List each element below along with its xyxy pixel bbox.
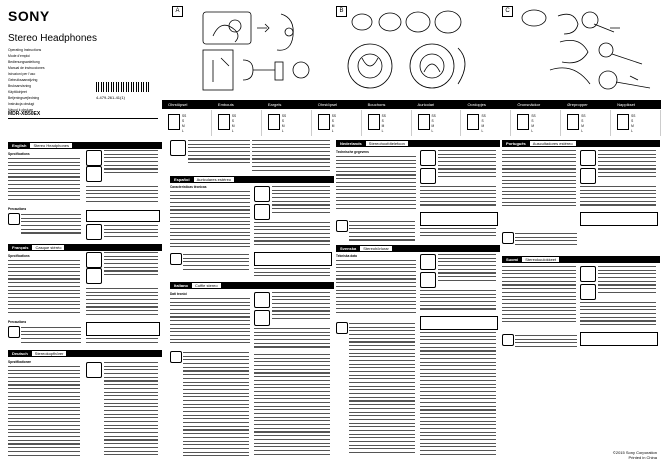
body-text: [104, 225, 158, 243]
caution-icon: [336, 322, 348, 334]
size-list: SS S M L: [231, 114, 237, 133]
body-text: [86, 186, 158, 208]
body-text: [254, 222, 330, 248]
language-item: Gebruiksaanwijzing: [8, 78, 38, 82]
body-text: [272, 292, 330, 322]
size-header-cell: Eargels: [267, 102, 282, 107]
body-text: [8, 366, 80, 460]
body-text: [420, 290, 496, 312]
warning-icon: [580, 266, 596, 282]
body-text: [515, 233, 577, 249]
body-text: [438, 254, 496, 284]
body-text: [183, 254, 249, 274]
brand-logo: SONY: [8, 8, 50, 24]
product-title: Stereo Headphones: [8, 33, 97, 44]
size-checkbox: [617, 114, 629, 130]
model-number: MDR-XB50EX: [8, 111, 41, 117]
illustration-panel-a: [185, 8, 325, 100]
section-header-english: English Stereo Headphones: [8, 142, 162, 149]
heading-spezifikationen: Spezifikationen: [8, 360, 32, 364]
warning-icon: [420, 254, 436, 270]
section-header-deutsch: Deutsch Stereokopfhörer: [8, 350, 162, 357]
size-cell: [461, 110, 511, 136]
illustration-panel-b: [340, 8, 490, 100]
language-item: Bruksanvisning: [8, 84, 31, 88]
earbud-icon: [420, 168, 436, 184]
warning-icon: [86, 150, 102, 166]
size-checkbox: [318, 114, 330, 130]
body-text: [170, 298, 250, 348]
panel-label-a: A: [172, 6, 183, 17]
heading-specifications: Specifications: [8, 152, 30, 156]
body-text: [336, 260, 416, 318]
body-text: [183, 352, 249, 460]
size-checkbox: [418, 114, 430, 130]
language-list: [8, 47, 88, 113]
note-box: [420, 316, 498, 330]
caution-icon: [502, 334, 514, 346]
size-cell: [312, 110, 362, 136]
note-box: [580, 332, 658, 346]
section-header-francais: Français Casque stéréo: [8, 244, 162, 251]
body-text: [502, 150, 576, 210]
warning-icon: [420, 150, 436, 166]
body-text: [272, 186, 330, 216]
caution-icon: [8, 326, 20, 338]
body-text: [104, 252, 158, 282]
size-checkbox: [517, 114, 529, 130]
panel-label-c: C: [502, 6, 513, 17]
caution-icon: [502, 232, 514, 244]
size-checkbox: [218, 114, 230, 130]
heading-technische: Technische gegevens: [336, 150, 369, 154]
body-text: [8, 158, 80, 204]
language-item: Betjeningsvejledning: [8, 96, 40, 100]
divider: [8, 118, 158, 119]
body-text: [170, 191, 250, 251]
caution-icon: [8, 213, 20, 225]
body-text: [86, 288, 158, 318]
earbud-icon: [254, 204, 270, 220]
size-checkbox: [368, 114, 380, 130]
size-header-cell: Oordopjes: [467, 102, 486, 107]
body-text: [515, 335, 577, 351]
size-cell: [212, 110, 262, 136]
note-box: [420, 212, 498, 226]
barcode: [96, 82, 150, 92]
earbud-icon: [86, 166, 102, 182]
warning-icon: [254, 186, 270, 202]
size-header-cell: Öronsnäckor: [517, 102, 541, 107]
body-text: [336, 156, 416, 212]
body-text: [580, 302, 656, 330]
body-text: [420, 332, 496, 460]
note-box: [580, 212, 658, 226]
warning-icon: [580, 150, 596, 166]
section-header-svenska: Svenska Stereohörlurar: [336, 245, 500, 252]
earbud-icon: [580, 168, 596, 184]
size-list: SS S M L: [631, 114, 636, 133]
section-header-italiano: Italiano Cuffie stereo: [170, 282, 334, 289]
size-list: SS S M L: [331, 114, 336, 133]
earbud-icon: [86, 268, 102, 284]
caution-icon: [170, 253, 182, 265]
size-list: SS S M L: [481, 114, 486, 133]
body-text: [420, 228, 496, 242]
size-list: SS S M L: [431, 114, 436, 133]
language-item: Návod k obsluze: [8, 108, 34, 112]
body-text: [252, 140, 330, 174]
size-checkbox: [467, 114, 479, 130]
body-text: [420, 186, 496, 208]
note-box: [86, 210, 160, 222]
caution-icon: [336, 220, 348, 232]
print-origin: Printed in China: [628, 455, 657, 460]
size-list: SS S M L: [281, 114, 287, 133]
size-list: SS S M L: [531, 114, 536, 133]
body-text: [254, 328, 330, 350]
earbud-icon: [420, 272, 436, 288]
warning-icon: [86, 252, 102, 268]
body-text: [349, 221, 415, 243]
size-checkbox: [268, 114, 280, 130]
illustration-panel-c: [510, 4, 660, 100]
section-header-portugues: Português Auscultadores estéreo: [502, 140, 660, 147]
body-text: [598, 150, 656, 180]
body-text: [502, 266, 576, 328]
size-header-cell: Bouchons: [367, 102, 386, 107]
warning-icon: [254, 292, 270, 308]
size-header-cell: Ørepropper: [567, 102, 588, 107]
body-text: [86, 338, 158, 348]
size-header-cell: Embouts: [217, 102, 234, 107]
size-cell: [611, 110, 661, 136]
heading-precautions: Precautions: [8, 207, 27, 211]
disposal-icon: [86, 224, 102, 240]
size-header-cell: Ohrstöpsel: [168, 102, 188, 107]
earbud-icon: [254, 310, 270, 326]
heading-tekniska: Tekniska data: [336, 254, 357, 258]
size-cell: [561, 110, 611, 136]
body-text: [188, 140, 250, 166]
note-box: [86, 322, 160, 336]
note-box: [254, 252, 332, 266]
size-cell: [162, 110, 212, 136]
language-item: Mode d'emploi: [8, 54, 30, 58]
body-text: [21, 214, 81, 238]
size-checkbox: [567, 114, 579, 130]
size-cell: [362, 110, 412, 136]
size-list: SS S M L: [381, 114, 386, 133]
language-item: Operating Instructions: [8, 48, 42, 52]
body-text: [598, 266, 656, 296]
copyright: ©2015 Sony Corporation: [612, 450, 657, 455]
language-item: Istruzioni per l'uso: [8, 72, 36, 76]
body-text: [438, 150, 496, 180]
size-list: SS S M L: [581, 114, 586, 133]
body-text: [8, 260, 80, 318]
body-text: [254, 268, 330, 280]
body-text: [104, 362, 158, 460]
size-header-cell: Auricolari: [417, 102, 435, 107]
body-text: [580, 186, 656, 210]
body-text: [349, 323, 415, 460]
language-item: Bedienungsanleitung: [8, 60, 40, 64]
caution-icon: [170, 351, 182, 363]
heading-specifications-fr: Specifications: [8, 254, 30, 258]
language-item: Käyttöohjeet: [8, 90, 27, 94]
size-header-bar: [162, 100, 661, 109]
size-cell: [262, 110, 312, 136]
section-header-nederlands: Nederlands Stereohoofdtelefoon: [336, 140, 500, 147]
section-header-suomi: Suomi Stereokuulokkeet: [502, 256, 660, 263]
section-header-espanol: Español Auriculares estéreo: [170, 176, 334, 183]
body-text: [21, 327, 81, 347]
size-cell: [511, 110, 561, 136]
size-table: [162, 110, 661, 136]
earbud-icon: [580, 284, 596, 300]
warning-icon: [170, 140, 186, 156]
body-text: [104, 150, 158, 180]
footer: [613, 450, 657, 460]
size-header-cell: Ohrstöpsel: [317, 102, 338, 107]
language-item: Manual de instrucciones: [8, 66, 45, 70]
heading-precautions-fr: Precautions: [8, 320, 27, 324]
size-checkbox: [168, 114, 180, 130]
panel-label-b: B: [336, 6, 347, 17]
part-number: 4-479-261-41(1): [96, 95, 125, 100]
heading-caracteristicas: Características técnicas: [170, 185, 207, 189]
size-list: SS S M L: [182, 114, 187, 133]
size-cell: [412, 110, 462, 136]
language-item: Instrukcja obsługi: [8, 102, 35, 106]
warning-icon: [86, 362, 102, 378]
body-text: [254, 354, 330, 460]
heading-dati-tecnici: Dati tecnici: [170, 292, 188, 296]
size-header-cell: Nappikset: [617, 102, 635, 107]
